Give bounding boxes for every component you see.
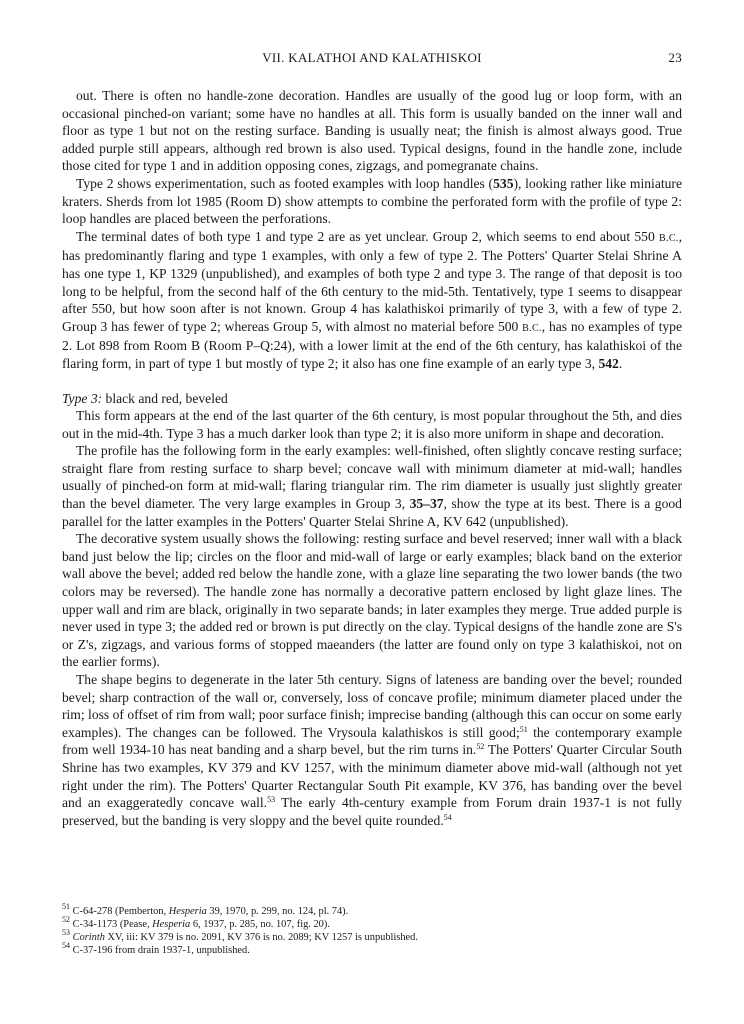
- paragraph-3: The terminal dates of both type 1 and type 2 are as yet unclear. Group 2, which seems to end about 550 B.C., has predominantly flaring and type 1 examples, with only a few of type 2. The Potters' Quarter Stelai Shrine A has one type 1, KP 1329 (unpublished), and examples of both type 2 and type 3. The range of that deposit is too long to be helpful, from the second half of the 6th century to the mid-5th. Tentatively, type 1 seems to disappear after 550, but how soon after is not known. Group 4 has kalathiskoi primarily of type 3, with a few of type 2. Group 3 has fewer of type 2; whereas Group 5, with almost no material before 500 B.C., has no examples of type 2. Lot 898 from Room B (Room P–Q:24), with a lower limit at the end of the 6th century, has kalathiskoi of the flaring form, in part of type 1 but mostly of type 2; it also has one fine example of an early type 3, 542.: [62, 228, 683, 371]
- footnote-ref: 54: [443, 812, 452, 822]
- paragraph-7: The shape begins to degenerate in the later 5th century. Signs of lateness are banding over the bevel; rounded bevel; sharp contraction of the wall or, conversely, loss of concave profile; minimum diameter placed under the rim; loss of offset of rim from wall; poor surface finish; imprecise banding (although this can occur on some early examples). The changes can be followed. The Vrysoula kalathiskos is still good;$^{51}$ the contemporary example from well 1934-10 has neat banding and a sharp bevel, but the rim turns in.$^{52}$ The Potters' Quarter Circular South Shrine has two examples, KV 379 and KV 1257, with the minimum diameter above mid-wall (although not yet right under the rim). The Potters' Quarter Rectangular South Pit example, KV 376, has banding over the bevel and an exaggeratedly concave wall.$^{53}$ The early 4th-century example from Forum drain 1937-1 is not fully preserved, but the banding is very sloppy and the bevel quite rounded.$^{54}$: [62, 672, 683, 828]
- catalogue-ref: 542: [598, 355, 619, 371]
- chapter-title: VII. KALATHOI AND KALATHISKOI: [262, 50, 482, 65]
- catalogue-ref: 35–37: [409, 496, 444, 512]
- footnote-53: $^{53}$ Corinth XV, iii: KV 379 is no. 2091, KV 376 is no. 2089; KV 1257 is unpublished.: [62, 928, 418, 943]
- footnotes: [62, 902, 682, 957]
- body-text: [62, 87, 682, 829]
- footnote-52: $^{52}$ C-34-1173 (Pease, Hesperia 6, 1937, p. 285, no. 107, fig. 20).: [62, 915, 330, 930]
- paragraph-6: The decorative system usually shows the following: resting surface and bevel reserved; inner wall with a black band just below the lip; circles on the floor and mid-wall of large or early examples; black band on the exterior wall above the bevel; added red below the handle zone, with a glaze line separating the two lower bands (the two colors may be reversed). The handle zone has normally a decorative pattern enclosed by light glaze lines. The upper wall and rim are black, originally in two separate bands; in later examples they merge. True added purple is never used in type 3; the added red or brown is put directly on the clay. Typical designs of the handle zone are S's or Z's, zigzags, and various forms of stopped maeanders (the latter are found only on type 3 kalathiskoi, not on the earlier forms).: [62, 531, 682, 670]
- footnote-ref: 51: [519, 724, 528, 734]
- paragraph-5: The profile has the following form in the early examples: well-finished, often slightly concave resting surface; straight flare from resting surface to sharp bevel; concave wall with minimum diameter at mid-wall; handles usually of pinched-on form at mid-wall; flaring triangular rim. The rim diameter is usually just slightly greater than the bevel diameter. The very large examples in Group 3, 35–37, show the type at its best. There is a good parallel for the latter examples in the Potters' Quarter Stelai Shrine A, KV 642 (unpublished).: [62, 443, 682, 529]
- page-number: 23: [668, 50, 682, 65]
- footnote-ref: 52: [476, 742, 485, 752]
- footnote-51: $^{51}$ C-64-278 (Pemberton, Hesperia 39, 1970, p. 299, no. 124, pl. 74).: [62, 902, 349, 917]
- paragraph-1: out. There is often no handle-zone decoration. Handles are usually of the good lug or loop form, with an occasional pinched-on variant; some have no handles at all. This form is usually banded on the inner wall and floor as type 1 but not on the resting surface. Banding is usually neat; the finish is almost always good. True added purple still appears, although red brown is also used. Typical designs, found in the handle zone, include those cited for type 1 and in addition opposing cones, zigzags, and pomegranate chains.: [62, 88, 682, 174]
- footnote-ref: 53: [267, 795, 276, 805]
- section-heading: Type 3: black and red, beveled: [62, 390, 228, 406]
- paragraph-2: Type 2 shows experimentation, such as footed examples with loop handles (535), looking rather like miniature kraters. Sherds from lot 1985 (Room D) show attempts to combine the perforated form with the profile of type 2: loop handles are placed between the perforations.: [62, 175, 682, 227]
- paragraph-4: This form appears at the end of the last quarter of the 6th century, is most popular throughout the 5th, and dies out in the mid-4th. Type 3 has a much darker look than type 2; it is also more uniform in shape and decoration.: [62, 408, 682, 441]
- running-header: [62, 50, 682, 70]
- catalogue-ref: 535: [493, 175, 514, 191]
- footnote-54: $^{54}$ C-37-196 from drain 1937-1, unpublished.: [62, 941, 250, 956]
